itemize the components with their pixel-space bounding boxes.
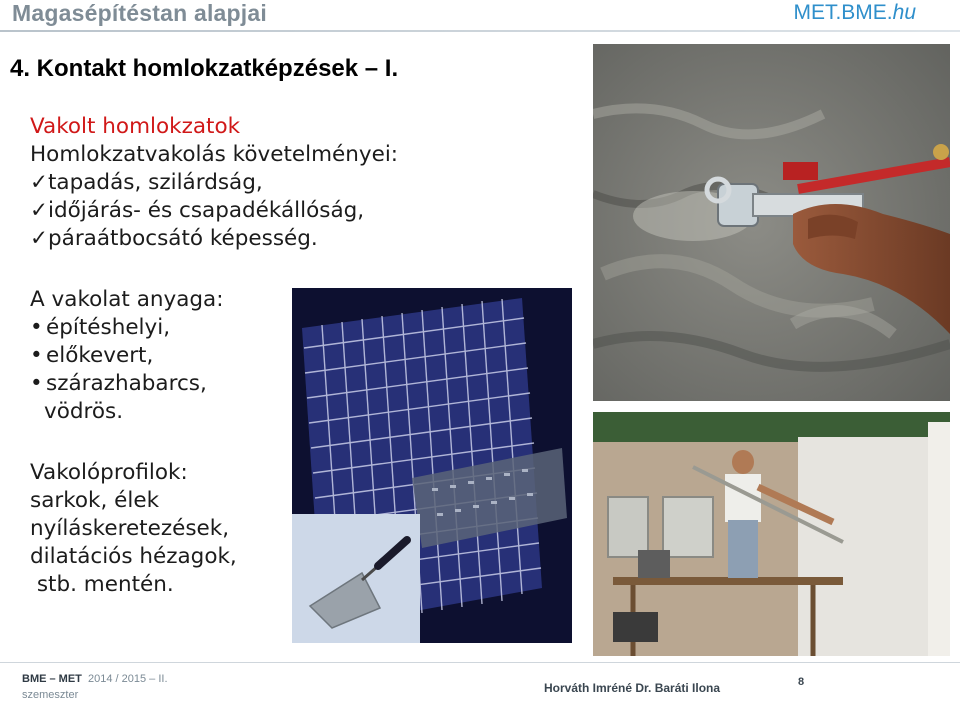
plaster-material-section [30,286,223,426]
requirement-item: ✓tapadás, szilárdság, [30,170,263,195]
checkmark-icon: ✓ [30,170,49,195]
course-title: Magasépítéstan alapjai [12,0,267,26]
mesh-profiles-photo [292,288,572,643]
requirements-subheading: Homlokzatvakolás követelményei: [30,142,399,167]
footer-divider [0,662,960,663]
requirement-item: ✓időjárás- és csapadékállóság, [30,198,365,223]
bullet-icon: • [30,343,43,368]
footer-semester: 2014 / 2015 – II. [81,673,168,685]
footer-author: Horváth Imréné Dr. Baráti Ilona [544,681,721,695]
plaster-profiles-heading: Vakolóprofilok: [30,460,188,485]
plaster-profiles-section [30,459,237,599]
logo-hu: hu [892,1,916,24]
section-heading-plastered-facades: Vakolt homlokzatok [30,114,241,139]
worker-facade-illustration [593,412,950,656]
page-number: 8 [798,676,805,688]
logo-met: MET. [793,1,842,24]
logo-bme: BME. [841,1,893,24]
material-item-continuation: vödrös. [44,399,124,424]
worker-plastering-photo [593,412,950,656]
slide-title: 4. Kontakt homlokzatképzések – I. [10,55,399,82]
checkmark-icon: ✓ [30,198,49,223]
requirements-section [30,113,398,253]
footer-course-info [22,671,168,703]
spray-gun-illustration [593,44,950,401]
footer-semester-word: szemeszter [22,689,79,701]
bullet-icon: • [30,371,43,396]
material-item: • előkevert, [30,343,154,368]
material-item: • építéshelyi, [30,315,171,340]
requirement-item: ✓páraátbocsátó képesség. [30,226,318,251]
spray-plastering-photo [593,44,950,401]
profile-line: nyíláskeretezések, [30,516,230,541]
header-divider [0,30,960,32]
profile-line: dilatációs hézagok, [30,544,237,569]
profile-line: sarkok, élek [30,488,160,513]
met-bme-logo[interactable] [793,1,916,25]
material-item: • szárazhabarcs, [30,371,207,396]
bullet-icon: • [30,315,43,340]
profile-line: stb. mentén. [30,572,174,597]
checkmark-icon: ✓ [30,226,49,251]
mesh-profiles-illustration [292,288,572,643]
plaster-material-heading: A vakolat anyaga: [30,287,224,312]
footer-department: BME – MET [22,673,82,685]
